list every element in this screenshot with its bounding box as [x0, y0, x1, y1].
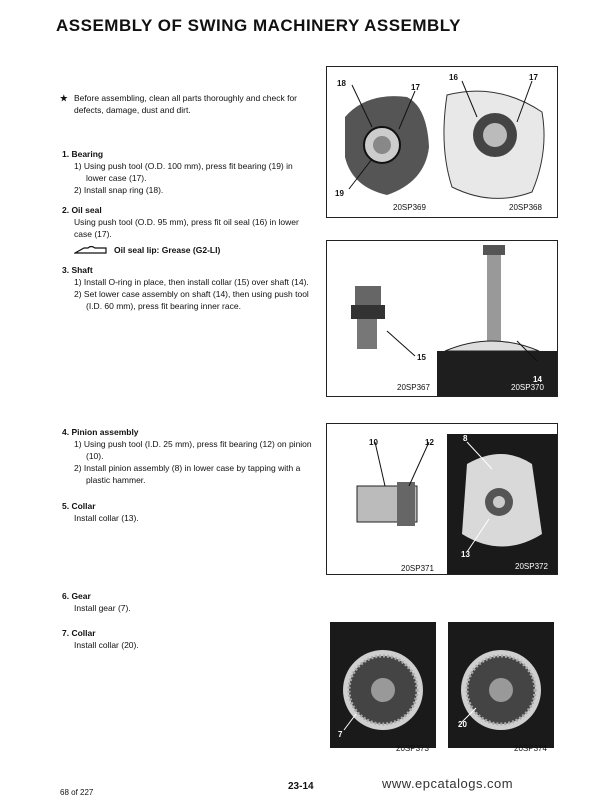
figure-caption: 20SP372 — [515, 562, 548, 571]
watermark: www.epcatalogs.com — [382, 776, 514, 791]
step-line: Install gear (7). — [74, 603, 131, 613]
gear-illustration — [326, 618, 556, 756]
step-line: 1) Install O-ring in place, then install collar (15) over shaft (14). — [74, 277, 309, 287]
step-shaft — [62, 264, 312, 312]
callout-label: 15 — [417, 353, 426, 362]
step-heading: 4. Pinion assembly — [62, 427, 139, 437]
callout-label: 14 — [533, 375, 542, 384]
callout-label: 7 — [338, 730, 343, 739]
step-line: Install collar (20). — [74, 640, 139, 650]
page-count: 68 of 227 — [60, 788, 94, 797]
step-heading: 2. Oil seal — [62, 205, 102, 215]
figure-caption: 20SP373 — [396, 744, 429, 753]
step-oil-seal — [62, 204, 312, 256]
step-collar-20 — [62, 627, 312, 651]
figure-shaft-collar — [326, 240, 558, 397]
figure-caption: 20SP370 — [511, 383, 544, 392]
step-line: 1) Using push tool (O.D. 100 mm), press fit bearing (19) in lower case (17). — [74, 161, 293, 183]
note-text: Before assembling, clean all parts thoroughly and check for defects, damage, dust and dirt. — [74, 93, 298, 115]
page-number: 23-14 — [288, 781, 314, 792]
lower-case-illustration — [327, 67, 557, 217]
step-line: 2) Set lower case assembly on shaft (14), then using push tool (I.D. 60 mm), press fit bearing inner race. — [74, 289, 309, 311]
callout-label: 10 — [369, 438, 378, 447]
callout-label: 8 — [463, 434, 468, 443]
step-heading: 6. Gear — [62, 591, 91, 601]
figure-lower-case-bearing — [326, 66, 558, 218]
callout-label: 12 — [425, 438, 434, 447]
grease-can-icon — [74, 245, 108, 255]
step-line: Install collar (13). — [74, 513, 139, 523]
callout-label: 19 — [335, 189, 344, 198]
callout-label: 18 — [337, 79, 346, 88]
pinion-illustration — [327, 424, 557, 574]
step-heading: 1. Bearing — [62, 149, 104, 159]
lubricant-text: Oil seal lip: Grease (G2-LI) — [114, 245, 221, 255]
step-bearing — [62, 148, 312, 196]
step-collar-13 — [62, 500, 312, 524]
callout-label: 13 — [461, 550, 470, 559]
figure-caption: 20SP368 — [509, 203, 542, 212]
step-line: 1) Using push tool (I.D. 25 mm), press fit bearing (12) on pinion (10). — [74, 439, 312, 461]
step-pinion — [62, 426, 312, 486]
callout-label: 20 — [458, 720, 467, 729]
step-heading: 5. Collar — [62, 501, 96, 511]
step-gear — [62, 590, 312, 614]
figure-gear-collar — [326, 618, 556, 756]
page-title: ASSEMBLY OF SWING MACHINERY ASSEMBLY — [56, 16, 461, 35]
callout-label: 17 — [411, 83, 420, 92]
figure-caption: 20SP371 — [401, 564, 434, 573]
step-line: Using push tool (O.D. 95 mm), press fit oil seal (16) in lower case (17). — [74, 217, 299, 239]
figure-caption: 20SP369 — [393, 203, 426, 212]
callout-label: 16 — [449, 73, 458, 82]
shaft-illustration — [327, 241, 557, 396]
figure-caption: 20SP367 — [397, 383, 430, 392]
star-marker: ★ — [60, 93, 68, 103]
step-heading: 7. Collar — [62, 628, 96, 638]
figure-caption: 20SP374 — [514, 744, 547, 753]
assembly-note — [62, 92, 306, 116]
figure-pinion-assembly — [326, 423, 558, 575]
step-line: 2) Install pinion assembly (8) in lower case by tapping with a plastic hammer. — [74, 463, 301, 485]
step-heading: 3. Shaft — [62, 265, 93, 275]
lubricant-line — [74, 244, 312, 256]
step-line: 2) Install snap ring (18). — [74, 185, 164, 195]
callout-label: 17 — [529, 73, 538, 82]
